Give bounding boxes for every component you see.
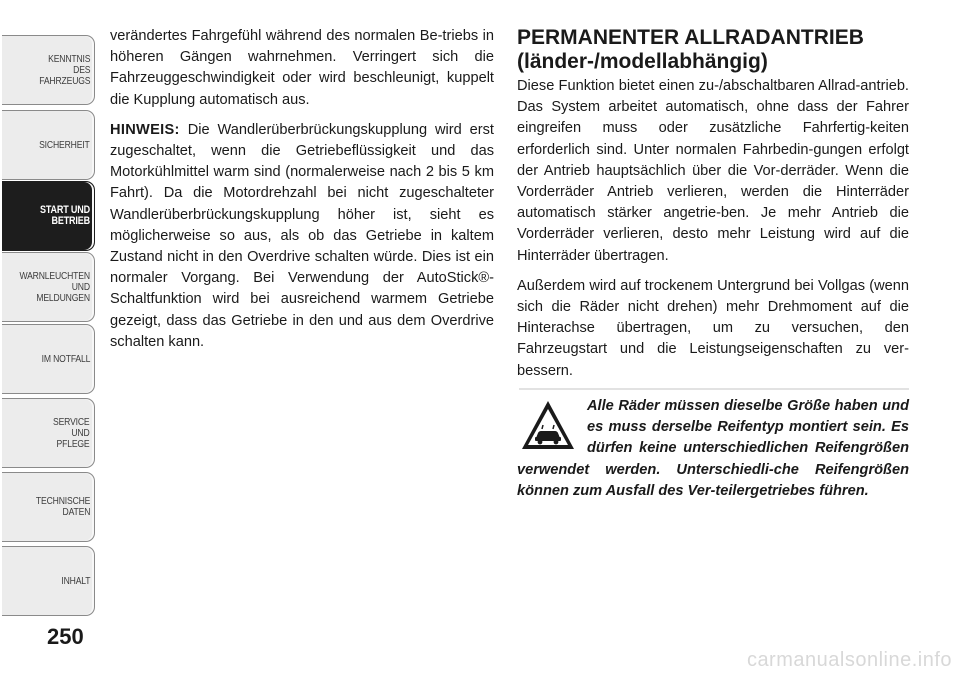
warning-divider — [519, 388, 909, 390]
note-label: HINWEIS: — [110, 121, 180, 138]
warning-box — [517, 396, 909, 502]
tab-label: INHALT — [60, 574, 90, 587]
tab-sicherheit[interactable] — [2, 110, 95, 180]
tab-label: START UND BETRIEB — [40, 204, 90, 227]
watermark-text: carmanualsonline.info — [746, 649, 952, 671]
warning-triangle-car-icon — [519, 398, 577, 452]
section-heading-line2: (länder-/modellabhängig) — [517, 50, 768, 73]
tab-kenntnis-des-fahrzeugs[interactable] — [2, 35, 95, 105]
note-paragraph — [110, 120, 494, 353]
warning-text: Alle Räder müssen dieselbe Größe haben und es muss derselbe Reifentyp montiert sein. Es dürfen keine unterschiedlichen Reifengrößen verwendet werden. Unterschiedli-che Reifengrößen können zum Ausfall des Ver-teilergetriebes führen. — [517, 397, 909, 500]
page-number: 250 — [47, 624, 84, 649]
tab-label: SERVICE UND PFLEGE — [53, 415, 90, 450]
tab-technische-daten[interactable] — [2, 472, 95, 542]
paragraph: Außerdem wird auf trockenem Untergrund bei Vollgas (wenn sich die Räder nicht drehen) mehr Drehmoment auf die Hinterachse übertragen, um zu versuchen, den Fahrzeugstart und die Leistungseigenschaften zu ver-bessern. — [517, 277, 909, 379]
tab-start-und-betrieb[interactable] — [2, 181, 95, 251]
tab-inhalt[interactable] — [2, 546, 95, 616]
tab-warnleuchten-und-meldungen[interactable] — [2, 252, 95, 322]
tab-label: WARNLEUCHTEN UND MELDUNGEN — [19, 269, 90, 304]
section-heading-line1: PERMANENTER ALLRADANTRIEB — [517, 26, 864, 49]
paragraph: Diese Funktion bietet einen zu-/abschaltbaren Allrad-antrieb. Das System arbeitet automatisch, ohne dass der Fahrer eingreifen muss oder zusätzliche Fahrfertig-keiten erforderlich sind. Unter normalen Fahrbedin-gungen erfolgt der Antrieb hauptsächlich über die Vor-derräder. Wenn die Vorderräder Antrieb verlieren, werden die Hinterräder automatisch stärker angetrie-ben. Je mehr Antrieb die Vorderräder verlieren, desto mehr Leistung wird auf die Hinterräder übertragen. — [517, 78, 909, 264]
tab-label: TECHNISCHE DATEN — [35, 495, 90, 518]
paragraph: verändertes Fahrgefühl während des normalen Be-triebs in höheren Gängen wahrnehmen. Verringert sich die Fahrzeuggeschwindigkeit oder wird beschleunigt, kuppelt die Kupplung automatisch aus. — [110, 28, 494, 108]
chapter-tab-column — [0, 0, 97, 678]
tab-label: IM NOTFALL — [41, 352, 90, 365]
section-heading — [517, 26, 909, 74]
tab-im-notfall[interactable] — [2, 324, 95, 394]
note-text: Die Wandlerüberbrückungskupplung wird erst zugeschaltet, wenn die Getriebeflüssigkeit und das Motorkühlmittel warm sind (normalerweise nach 2 bis 5 km Fahrt). Da die Motordrehzahl bei nicht zugeschalteter Wandlerüberbrückungskupplung höher ist, sieht es möglicherweise so aus, als ob das Getriebe in kaltem Zustand nicht in den Overdrive schalten würde. Dies ist ein normaler Vorgang. Bei Verwendung der AutoStick®-Schaltfunktion wird bei ausreichend warmem Getriebe gezeigt, dass das Getriebe in den und aus dem Overdrive schalten kann. — [110, 121, 494, 350]
tab-label: KENNTNIS DES FAHRZEUGS — [38, 52, 90, 87]
right-text-column — [517, 26, 909, 502]
left-text-column — [110, 26, 494, 362]
tab-service-und-pflege[interactable] — [2, 398, 95, 468]
tab-label: SICHERHEIT — [39, 138, 90, 151]
